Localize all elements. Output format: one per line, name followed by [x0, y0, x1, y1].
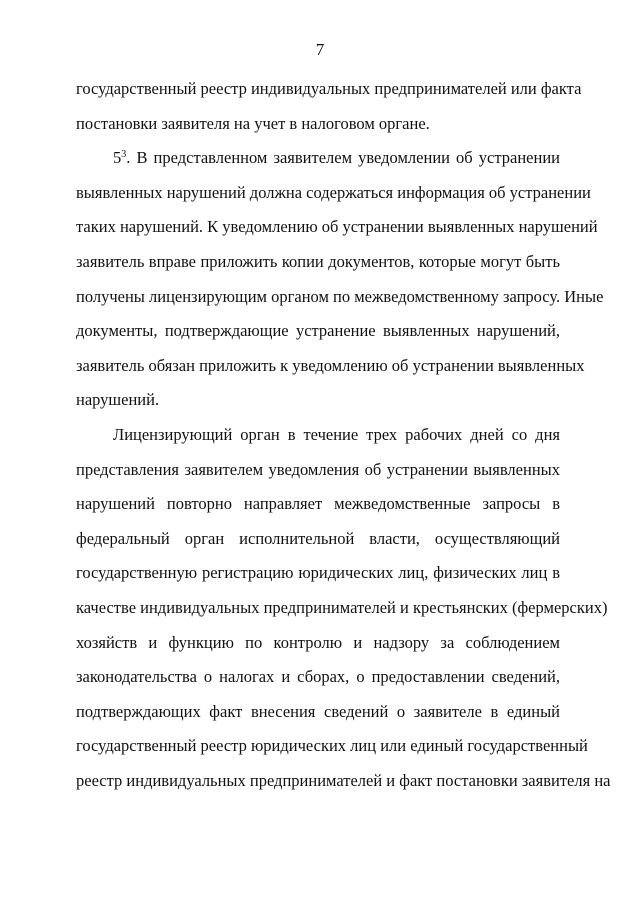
text-line: государственный реестр индивидуальных предпринимателей или факта [76, 79, 582, 98]
text-line: федеральный орган исполнительной власти, осуществляющий [76, 528, 560, 548]
text-line: заявитель обязан приложить к уведомлению об устранении выявленных [76, 355, 585, 375]
text-line: подтверждающих факт внесения сведений о заявителе в единый [76, 701, 560, 721]
text-line: таких нарушений. К уведомлению об устранении выявленных нарушений [76, 217, 598, 237]
document-body [76, 72, 611, 798]
text-line: законодательства о налогах и сборах, о предоставлении сведений, [76, 667, 560, 687]
text-line: заявитель вправе приложить копии документов, которые могут быть [76, 251, 560, 271]
text-line: Лицензирующий орган в течение трех рабочих дней со дня [113, 424, 560, 444]
text-line: реестр индивидуальных предпринимателей и факт постановки заявителя на [76, 770, 611, 790]
paragraph-number-superscript: 3 [121, 149, 127, 161]
text-line: постановки заявителя на учет в налоговом органе. [76, 113, 430, 133]
text-line: государственный реестр юридических лиц или единый государственный [76, 736, 588, 756]
text-line: . В представленном заявителем уведомлении об устранении [126, 148, 560, 168]
text-line: качестве индивидуальных предпринимателей и крестьянских (фермерских) [76, 597, 608, 617]
text-line: представления заявителем уведомления об устранении выявленных [76, 459, 560, 479]
paragraph-number-line [76, 141, 560, 176]
paragraph-number: 5 [113, 148, 122, 168]
text-line: нарушений. [76, 390, 160, 410]
text-line: государственную регистрацию юридических лиц, физических лиц в [76, 563, 560, 583]
text-line: получены лицензирующим органом по межведомственному запросу. Иные [76, 286, 604, 306]
page-number: 7 [315, 40, 325, 59]
text-line: документы, подтверждающие устранение выявленных нарушений, [76, 321, 560, 341]
text-line: хозяйств и функцию по контролю и надзору за соблюдением [76, 632, 560, 652]
text-line: нарушений повторно направляет межведомственные запросы в [76, 494, 560, 514]
text-line: выявленных нарушений должна содержаться информация об устранении [76, 182, 591, 202]
